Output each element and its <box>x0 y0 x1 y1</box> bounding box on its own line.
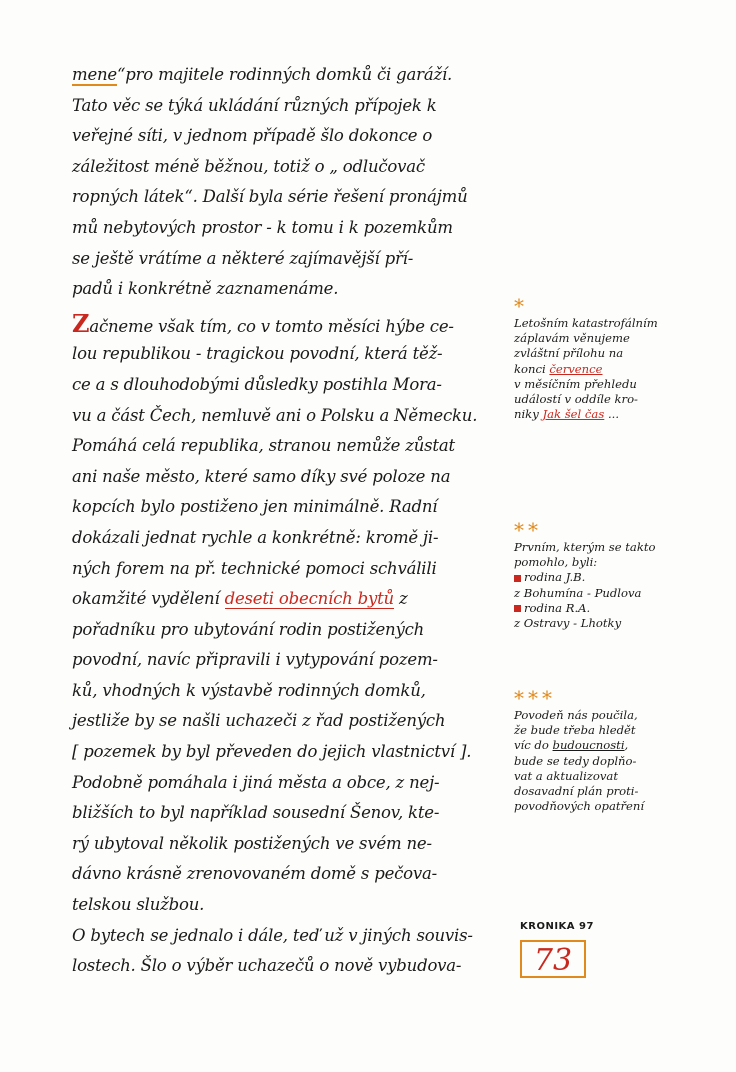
text-line-body: lostech. Šlo o výběr uchazečů o nově vybudova- <box>72 956 462 976</box>
side-note-line <box>514 540 714 555</box>
side-note-line <box>514 570 714 585</box>
text-line-body: mů nebytových prostor - k tomu i k pozemkům <box>72 217 453 237</box>
side-note-text: Letošním katastrofálním <box>514 316 658 330</box>
side-note-2 <box>514 520 714 631</box>
side-note-emphasis: budoucnosti <box>552 738 625 753</box>
side-note-suffix: ... <box>604 407 620 422</box>
text-line <box>72 182 512 213</box>
text-line-body: Podobně pomáhala i jiná města a obce, z nej- <box>72 772 440 792</box>
side-note-3 <box>514 688 714 814</box>
side-note-text: konci <box>514 361 550 376</box>
text-line <box>72 645 512 676</box>
side-note-text: záplavám věnujeme <box>514 331 630 346</box>
text-line-body: ropných látek“. Další byla série řešení pronájmů <box>72 187 468 207</box>
text-line-body: lou republikou - tragickou povodní, která těž- <box>72 344 443 364</box>
text-line <box>72 152 512 183</box>
text-line-body: telskou službou. <box>72 895 205 915</box>
side-note-line <box>514 316 714 331</box>
side-note-line <box>514 392 714 407</box>
text-line-body: kopcích bylo postiženo jen minimálně. Radní <box>72 497 438 517</box>
highlight-text: deseti obecních bytů <box>224 589 394 609</box>
text-line <box>72 91 512 122</box>
side-note-text: z Ostravy - Lhotky <box>514 615 622 630</box>
text-line-body: vu a část Čech, nemluvě ani o Polsku a Německu. <box>72 405 478 425</box>
text-line-body: O bytech se jednalo i dále, teď už v jiných souvis- <box>72 925 473 945</box>
asterisk-marker-icon: ** <box>514 518 542 542</box>
text-line-body: [ pozemek by byl převeden do jejich vlastnictví ]. <box>72 742 472 762</box>
text-line-body: Pomáhá celá republika, stranou nemůže zůstat <box>72 436 455 456</box>
side-note-line <box>514 407 714 422</box>
side-note-text: rodina R.A. <box>524 600 591 615</box>
side-note-text: vat a aktualizovat <box>514 768 619 783</box>
side-note-text: niky <box>514 407 543 422</box>
text-line <box>72 890 512 921</box>
text-line <box>72 274 512 305</box>
text-line-prefix: okamžité vydělení <box>72 589 225 609</box>
text-line <box>72 615 512 646</box>
side-note-line <box>514 754 714 769</box>
text-line <box>72 60 512 91</box>
text-line <box>72 339 512 370</box>
side-note-line <box>514 601 714 616</box>
text-line <box>72 737 512 768</box>
side-note-line <box>514 586 714 601</box>
side-note-text: z Bohumína - Pudlova <box>514 585 642 600</box>
side-note-text: víc do <box>514 738 553 753</box>
text-line <box>72 492 512 523</box>
text-line <box>72 401 512 432</box>
text-line <box>72 921 512 952</box>
text-line <box>72 370 512 401</box>
text-line <box>72 213 512 244</box>
side-note-line <box>514 784 714 799</box>
text-line-body: jestliže by se našli uchazeči z řad postižených <box>72 711 446 731</box>
side-note-line <box>514 377 714 392</box>
side-note-line <box>514 799 714 814</box>
text-line <box>72 462 512 493</box>
side-note-text: rodina J.B. <box>524 570 586 585</box>
text-line-body: dokázali jednat rychle a konkrétně: kromě ji- <box>72 527 439 547</box>
side-note-text: zvláštní přílohu na <box>514 346 624 361</box>
text-line <box>72 768 512 799</box>
main-text-column <box>72 60 512 982</box>
chronicle-label: KRONIKA 97 <box>520 921 594 932</box>
text-line <box>72 431 512 462</box>
side-note-line <box>514 708 714 723</box>
text-line-body: padů i konkrétně zaznamenáme. <box>72 279 339 299</box>
text-line-body: ce a s dlouhodobými důsledky postihla Mora- <box>72 374 442 394</box>
text-line <box>72 859 512 890</box>
text-line <box>72 121 512 152</box>
side-note-line <box>514 555 714 570</box>
text-line-body: Tato věc se týká ukládání různých přípojek k <box>72 95 437 115</box>
text-line-body: povodní, navíc připravili i vytypování pozem- <box>72 650 438 670</box>
side-note-reference: července <box>549 361 603 376</box>
text-line <box>72 523 512 554</box>
text-line <box>72 584 512 615</box>
text-line <box>72 554 512 585</box>
bullet-square-icon <box>514 575 521 582</box>
text-line-body: záležitost méně běžnou, totiž o „ odlučovač <box>72 156 425 176</box>
side-note-text: událostí v oddíle kro- <box>514 391 638 406</box>
text-line-body: ků, vhodných k výstavbě rodinných domků, <box>72 680 426 700</box>
text-line-body: pořadníku pro ubytování rodin postižených <box>72 619 425 639</box>
side-note-text: Povodeň nás poučila, <box>514 708 638 722</box>
side-note-text: že bude třeba hledět <box>514 723 636 738</box>
text-line <box>72 951 512 982</box>
text-line-body: bližších to byl například sousední Šenov, kte- <box>72 803 440 823</box>
side-note-line <box>514 331 714 346</box>
text-line-prefix: mene <box>72 65 118 84</box>
side-note-line <box>514 346 714 361</box>
text-line-body: rý ubytoval několik postižených ve svém ne- <box>72 833 432 853</box>
text-line-body: se ještě vrátíme a některé zajímavější pří- <box>72 248 414 268</box>
text-line-body: ačneme však tím, co v tomto měsíci hýbe ce- <box>89 316 454 336</box>
drop-cap: Z <box>72 308 90 338</box>
bullet-square-icon <box>514 605 521 612</box>
text-line <box>72 244 512 275</box>
side-note-text: bude se tedy doplňo- <box>514 753 637 768</box>
text-line-body: ani naše město, které samo díky své poloze na <box>72 466 451 486</box>
side-note-text: dosavadní plán proti- <box>514 783 639 798</box>
side-note-suffix: , <box>624 738 629 753</box>
text-line-body: “pro majitele rodinných domků či garáží. <box>117 65 453 84</box>
text-line <box>72 798 512 829</box>
page-number: 73 <box>520 940 586 978</box>
text-line <box>72 829 512 860</box>
side-note-text: pomohlo, byli: <box>514 555 598 570</box>
side-note-line <box>514 738 714 753</box>
side-note-line <box>514 362 714 377</box>
asterisk-marker-icon: *** <box>514 686 556 710</box>
side-note-text: povodňových opatření <box>514 799 645 814</box>
side-note-line <box>514 769 714 784</box>
text-line-body: z <box>393 589 408 609</box>
side-note-reference: Jak šel čas <box>542 407 605 422</box>
side-note-line <box>514 616 714 631</box>
text-line <box>72 706 512 737</box>
text-line-body: dávno krásně zrenovovaném domě s pečova- <box>72 864 438 884</box>
text-line-body: ných forem na př. technické pomoci schválili <box>72 558 437 578</box>
side-note-text: Prvním, kterým se takto <box>514 540 656 554</box>
side-note-text: v měsíčním přehledu <box>514 376 637 391</box>
side-note-line <box>514 723 714 738</box>
side-note-1 <box>514 296 714 422</box>
text-line <box>72 676 512 707</box>
asterisk-marker-icon: * <box>514 294 528 318</box>
text-line-body: veřejné síti, v jednom případě šlo dokonce o <box>72 126 433 146</box>
text-line <box>72 309 512 340</box>
